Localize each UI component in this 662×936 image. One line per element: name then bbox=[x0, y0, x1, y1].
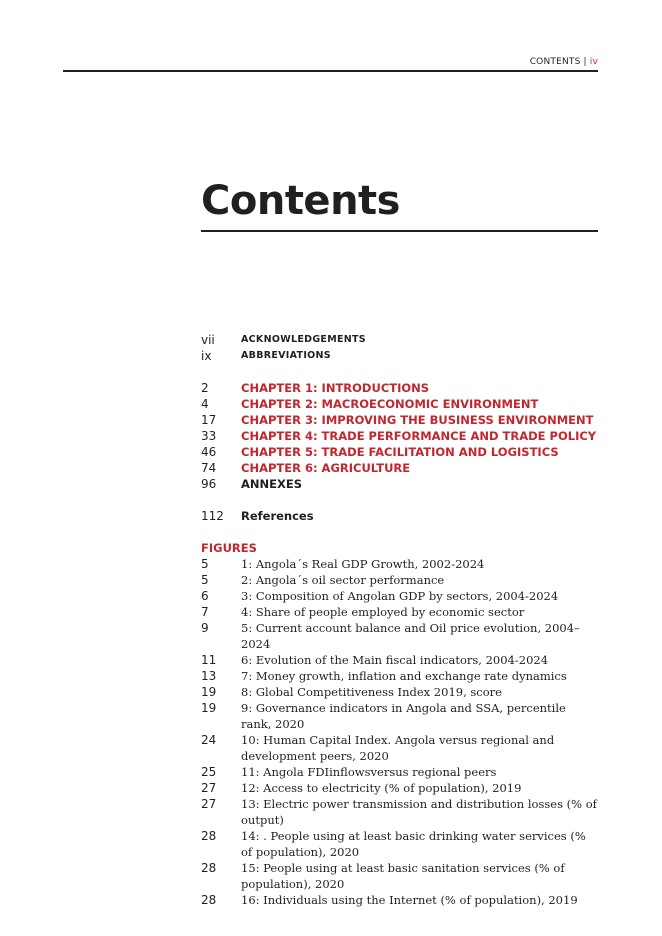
figure-entry[interactable] bbox=[201, 668, 598, 684]
references-list bbox=[201, 508, 598, 524]
figure-label: 8: Global Competitiveness Index 2019, score bbox=[241, 685, 502, 699]
running-header bbox=[530, 57, 598, 67]
toc-entry-label: ACKNOWLEDGEMENTS bbox=[241, 334, 366, 345]
toc-page-number: ix bbox=[201, 349, 212, 363]
figure-page-number: 7 bbox=[201, 605, 209, 619]
figure-label: 6: Evolution of the Main fiscal indicators, 2004-2024 bbox=[241, 653, 549, 667]
toc-entry-abbreviations[interactable] bbox=[201, 348, 598, 364]
chapter-list bbox=[201, 380, 598, 492]
figure-entry[interactable] bbox=[201, 828, 598, 860]
toc-page-number: 96 bbox=[201, 477, 217, 491]
figure-label: 12: Access to electricity (% of population), 2019 bbox=[241, 781, 522, 795]
figure-page-number: 25 bbox=[201, 765, 217, 779]
figure-entry[interactable] bbox=[201, 652, 598, 668]
figure-entry[interactable] bbox=[201, 556, 598, 572]
figure-entry[interactable] bbox=[201, 572, 598, 588]
toc-page-number: 46 bbox=[201, 445, 217, 459]
figure-label: 2: Angola´s oil sector performance bbox=[241, 573, 445, 587]
figure-label: 1: Angola´s Real GDP Growth, 2002-2024 bbox=[241, 557, 485, 571]
figure-page-number: 28 bbox=[201, 829, 217, 843]
figure-page-number: 19 bbox=[201, 701, 217, 715]
figure-page-number: 13 bbox=[201, 669, 217, 683]
header-rule bbox=[63, 70, 598, 72]
toc-chapter-label: CHAPTER 6: AGRICULTURE bbox=[241, 461, 411, 475]
figures-list bbox=[201, 540, 598, 908]
running-header-page-number: iv bbox=[589, 57, 598, 67]
figure-label: 9: Governance indicators in Angola and SSA, percentile rank, 2020 bbox=[241, 701, 566, 731]
toc-entry-chapter-5[interactable] bbox=[201, 444, 598, 460]
running-header-section: CONTENTS bbox=[529, 57, 581, 67]
toc-page-number: 2 bbox=[201, 381, 209, 395]
figure-label: 15: People using at least basic sanitation services (% of population), 2020 bbox=[241, 861, 565, 891]
figure-entry[interactable] bbox=[201, 588, 598, 604]
toc-entry-label: ANNEXES bbox=[241, 477, 303, 491]
toc-chapter-label: CHAPTER 5: TRADE FACILITATION AND LOGISTICS bbox=[241, 445, 559, 459]
toc-page-number: 112 bbox=[201, 509, 224, 523]
toc-chapter-label: CHAPTER 4: TRADE PERFORMANCE AND TRADE POLICY bbox=[241, 429, 597, 443]
figure-entry[interactable] bbox=[201, 620, 598, 652]
figure-entry[interactable] bbox=[201, 684, 598, 700]
toc-entry-label: References bbox=[241, 509, 314, 523]
figure-entry[interactable] bbox=[201, 764, 598, 780]
figure-label: 13: Electric power transmission and distribution losses (% of output) bbox=[241, 797, 597, 827]
figure-page-number: 5 bbox=[201, 557, 209, 571]
title-rule bbox=[201, 230, 598, 232]
toc-page-number: 4 bbox=[201, 397, 209, 411]
figures-heading: FIGURES bbox=[201, 541, 257, 555]
figure-entry[interactable] bbox=[201, 780, 598, 796]
toc-entry-chapter-4[interactable] bbox=[201, 428, 598, 444]
toc-page-number: 17 bbox=[201, 413, 217, 427]
toc-entry-chapter-1[interactable] bbox=[201, 380, 598, 396]
toc-entry-chapter-6[interactable] bbox=[201, 460, 598, 476]
figure-page-number: 28 bbox=[201, 893, 217, 907]
toc-page-number: 74 bbox=[201, 461, 217, 475]
toc-entry-chapter-2[interactable] bbox=[201, 396, 598, 412]
figure-entry[interactable] bbox=[201, 604, 598, 620]
figure-page-number: 19 bbox=[201, 685, 217, 699]
toc-entry-chapter-3[interactable] bbox=[201, 412, 598, 428]
figure-label: 3: Composition of Angolan GDP by sectors, 2004-2024 bbox=[241, 589, 559, 603]
figure-page-number: 5 bbox=[201, 573, 209, 587]
figure-page-number: 6 bbox=[201, 589, 209, 603]
toc-entry-references[interactable] bbox=[201, 508, 598, 524]
toc-entry-acknowledgements[interactable] bbox=[201, 332, 598, 348]
figure-label: 16: Individuals using the Internet (% of population), 2019 bbox=[241, 893, 578, 907]
toc-page-number: 33 bbox=[201, 429, 217, 443]
figure-label: 7: Money growth, inflation and exchange rate dynamics bbox=[241, 669, 567, 683]
toc-chapter-label: CHAPTER 3: IMPROVING THE BUSINESS ENVIRONMENT bbox=[241, 413, 594, 427]
figure-entry[interactable] bbox=[201, 700, 598, 732]
figure-page-number: 27 bbox=[201, 781, 217, 795]
toc-chapter-label: CHAPTER 2: MACROECONOMIC ENVIRONMENT bbox=[241, 397, 539, 411]
toc-entry-annexes[interactable] bbox=[201, 476, 598, 492]
figure-entry[interactable] bbox=[201, 860, 598, 892]
figure-page-number: 9 bbox=[201, 621, 209, 635]
figure-label: 10: Human Capital Index. Angola versus regional and development peers, 2020 bbox=[241, 733, 555, 763]
figure-page-number: 11 bbox=[201, 653, 217, 667]
figure-entry[interactable] bbox=[201, 796, 598, 828]
figure-label: 5: Current account balance and Oil price evolution, 2004–2024 bbox=[241, 621, 580, 651]
front-matter-list bbox=[201, 332, 598, 364]
page-title: Contents bbox=[201, 178, 400, 224]
toc-chapter-label: CHAPTER 1: INTRODUCTIONS bbox=[241, 381, 430, 395]
figure-page-number: 28 bbox=[201, 861, 217, 875]
toc-page-number: vii bbox=[201, 333, 215, 347]
figure-label: 14: . People using at least basic drinking water services (% of population), 2020 bbox=[241, 829, 586, 859]
figure-label: 11: Angola FDIinflowsversus regional peers bbox=[241, 765, 497, 779]
figure-label: 4: Share of people employed by economic sector bbox=[241, 605, 525, 619]
running-header-separator: | bbox=[583, 57, 587, 67]
toc-entry-label: ABBREVIATIONS bbox=[241, 350, 331, 361]
figure-entry[interactable] bbox=[201, 732, 598, 764]
figure-page-number: 27 bbox=[201, 797, 217, 811]
figure-entry[interactable] bbox=[201, 892, 598, 908]
figure-page-number: 24 bbox=[201, 733, 217, 747]
